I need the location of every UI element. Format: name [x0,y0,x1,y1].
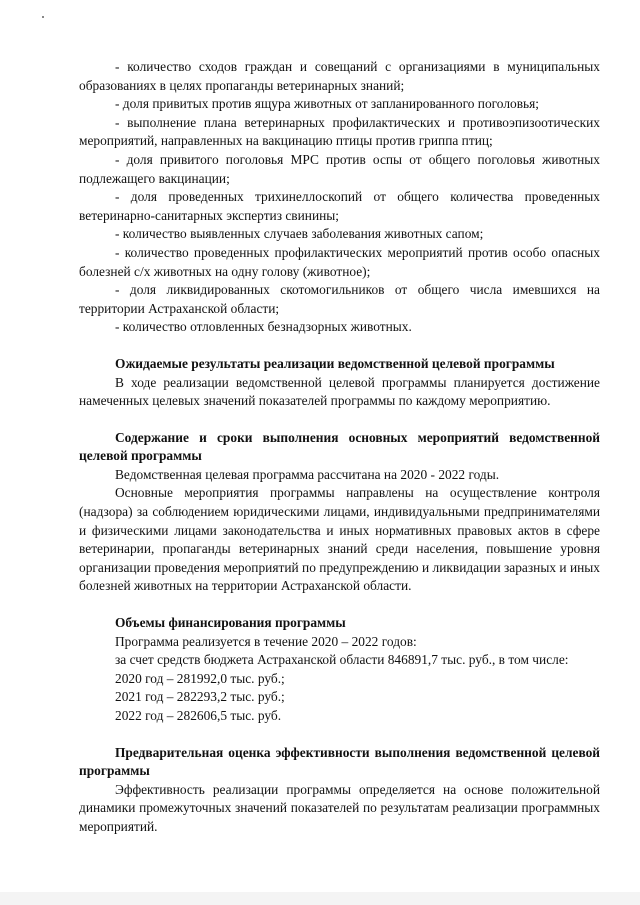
indicator-item: - количество выявленных случаев заболевания животных сапом; [115,226,484,242]
results-heading: Ожидаемые результаты реализации ведомственной целевой программы [115,355,555,371]
indicator-item: - доля проведенных трихинеллоскопий от общего количества проведенных ветеринарно-санитарных экспертиз свинины; [79,189,600,223]
content-heading: Содержание и сроки выполнения основных мероприятий ведомственной целевой программы [79,429,600,464]
funding-year-2021: 2021 год – 282293,2 тыс. руб.; [115,689,285,705]
content-activities: Основные мероприятия программы направлены на осуществление контроля (надзора) за соблюдением юридическими лицами, индивидуальными предпринимателями и физическими лицами законодательства и иных нормативных правовых актов в сфере ветеринарии, пропаганды ветеринарных знаний среди населения, повышение уровня организации проведения мероприятий по предупреждению и ликвидации заразных и иных болезней животных на территории Астраханской области. [79,485,600,594]
funding-total: за счет средств бюджета Астраханской области 846891,7 тыс. руб., в том числе: [115,652,569,668]
indicator-item: - доля привитого поголовья МРС против оспы от общего поголовья животных подлежащего вакцинации; [79,151,600,186]
evaluation-heading: Предварительная оценка эффективности выполнения ведомственной целевой программы [79,744,600,779]
document-page [79,58,600,837]
results-text: В ходе реализации ведомственной целевой программы планируется достижение намеченных целевых значений показателей программы по каждому мероприятию. [79,374,600,409]
indicator-item: - количество отловленных безнадзорных животных. [115,319,412,335]
indicator-item: - доля привитых против ящура животных от запланированного поголовья; [115,96,540,112]
scan-speck [42,16,44,18]
content-duration: Ведомственная целевая программа рассчитана на 2020 - 2022 годы. [115,466,500,482]
indicator-item: - доля ликвидированных скотомогильников от общего числа имевшихся на территории Астраханской области; [79,282,600,316]
evaluation-text: Эффективность реализации программы определяется на основе положительной динамики промежуточных значений показателей по результатам реализации программных мероприятий. [79,781,600,834]
funding-heading: Объемы финансирования программы [115,615,346,631]
indicator-item: - количество сходов граждан и совещаний с организациями в муниципальных образованиях в целях пропаганды ветеринарных знаний; [79,59,600,93]
funding-period: Программа реализуется в течение 2020 – 2022 годов: [115,633,417,649]
scan-bottom-edge [0,892,640,905]
indicator-item: - выполнение плана ветеринарных профилактических и противоэпизоотических мероприятий, направленных на вакцинацию птицы против гриппа птиц; [79,114,600,149]
funding-year-2020: 2020 год – 281992,0 тыс. руб.; [115,670,285,686]
funding-year-2022: 2022 год – 282606,5 тыс. руб. [115,708,282,723]
indicator-item: - количество проведенных профилактических мероприятий против особо опасных болезней с/х животных на одну голову (животное); [79,244,600,279]
